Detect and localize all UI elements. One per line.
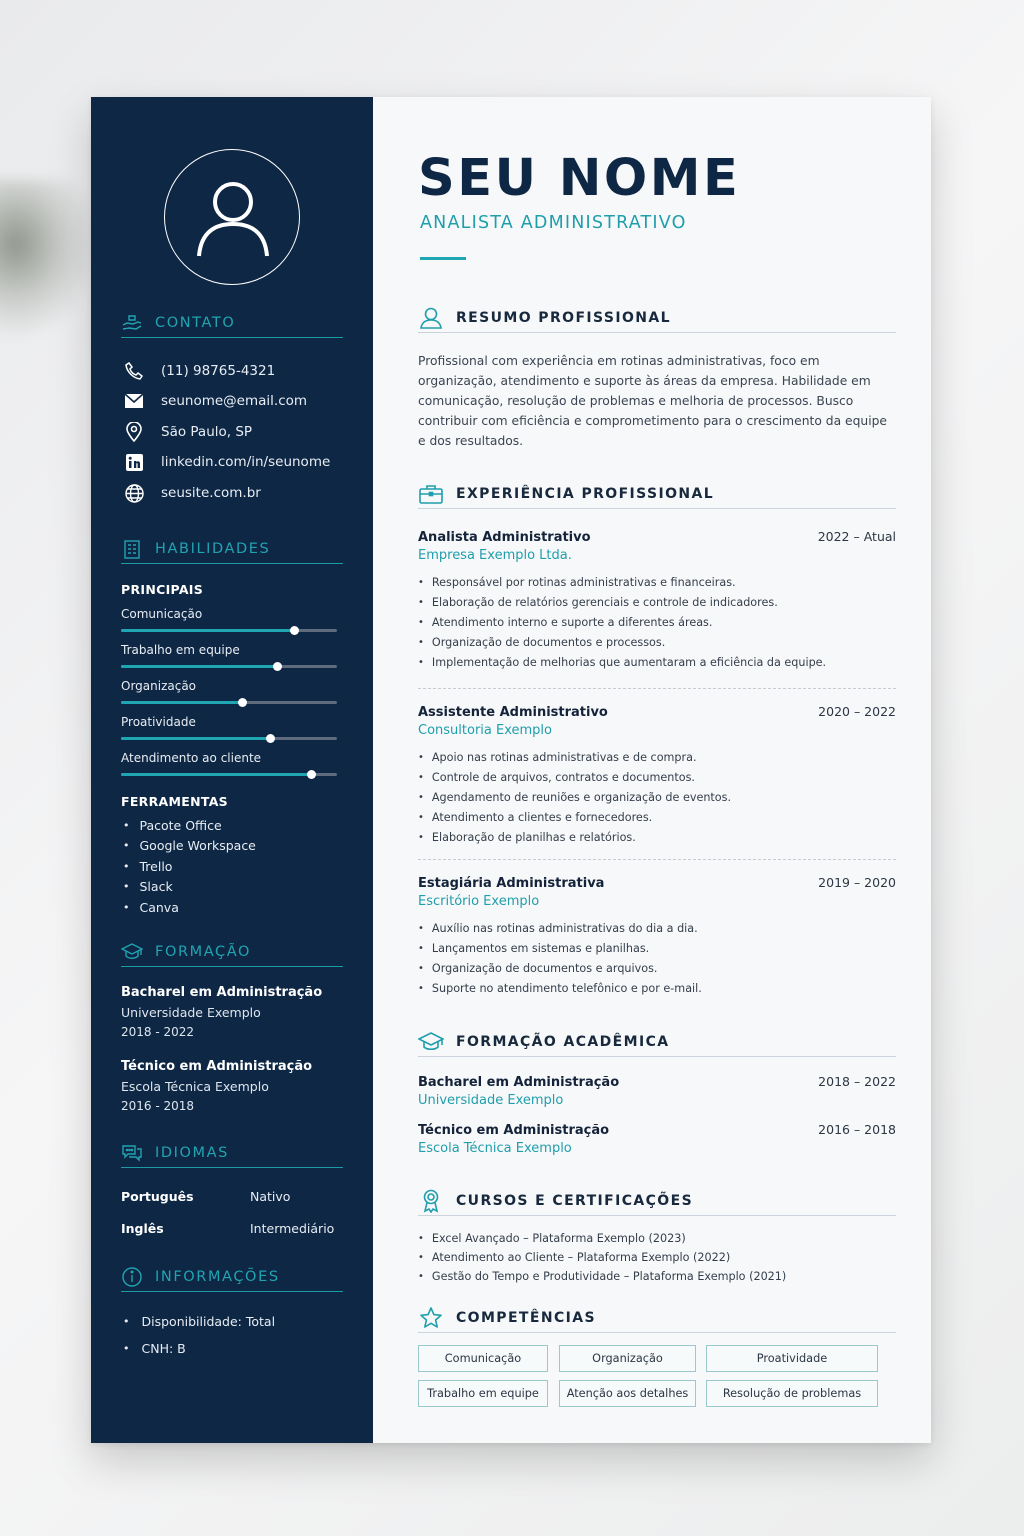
list-item: • Atendimento a clientes e fornecedores. bbox=[418, 807, 896, 827]
job-company: Consultoria Exemplo bbox=[418, 723, 552, 738]
contact-phone bbox=[123, 360, 275, 382]
list-item: • Controle de arquivos, contratos e documentos. bbox=[418, 768, 896, 788]
academic-section-header bbox=[418, 1027, 896, 1057]
contact-location bbox=[123, 421, 252, 443]
job-company: Escritório Exemplo bbox=[418, 894, 540, 909]
list-item: • Implementação de melhorias que aumentaram a eficiência da equipe. bbox=[418, 652, 896, 672]
skill-fill bbox=[121, 773, 311, 776]
list-item: • Agendamento de reuniões e organização de eventos. bbox=[418, 788, 896, 808]
list-item: • Elaboração de relatórios gerenciais e controle de indicadores. bbox=[418, 593, 896, 613]
skills-principal-title: PRINCIPAIS bbox=[121, 582, 204, 597]
skill-label: Comunicação bbox=[121, 607, 203, 621]
courses-section-header bbox=[418, 1186, 896, 1216]
list-item: • Disponibilidade: Total bbox=[123, 1308, 275, 1335]
languages-section-header bbox=[121, 1138, 343, 1168]
list-item: • Atendimento ao Cliente – Plataforma Exemplo (2022) bbox=[418, 1248, 786, 1267]
academic-years: 2018 – 2022 bbox=[818, 1074, 896, 1089]
competencies-section-header bbox=[418, 1303, 896, 1333]
competency-chip: Comunicação bbox=[418, 1345, 548, 1372]
skill-knob bbox=[307, 770, 316, 779]
skill-bar bbox=[121, 751, 337, 776]
user-icon bbox=[197, 180, 269, 258]
skills-building-icon bbox=[121, 538, 143, 560]
academic-entry bbox=[418, 1122, 896, 1156]
skill-fill bbox=[121, 737, 270, 740]
skill-label: Organização bbox=[121, 679, 197, 693]
list-item: • Canva bbox=[123, 897, 256, 918]
list-item: • Organização de documentos e processos. bbox=[418, 632, 896, 652]
info-section-header bbox=[121, 1262, 343, 1292]
language-name: Português bbox=[121, 1189, 194, 1204]
summary-text: Profissional com experiência em rotinas administrativas, foco em organização, atendimento e suporte às áreas da empresa. Habilidade em comunicação, resolução de problemas e melhoria de processos. Busco contribuir com eficiência e comprometimento para o crescimento da equipe e dos resultados. bbox=[418, 354, 887, 448]
skill-knob bbox=[266, 734, 275, 743]
job-bullets bbox=[418, 573, 896, 672]
contact-website bbox=[123, 482, 261, 504]
list-item: • Organização de documentos e arquivos. bbox=[418, 959, 896, 979]
job-title: Estagiária Administrativa bbox=[418, 876, 605, 891]
academic-years: 2016 – 2018 bbox=[818, 1122, 896, 1137]
language-level: Intermediário bbox=[250, 1221, 335, 1236]
skill-knob bbox=[238, 698, 247, 707]
skill-fill bbox=[121, 701, 242, 704]
contact-linkedin-text: linkedin.com/in/seunome bbox=[161, 454, 331, 470]
education-years: 2018 - 2022 bbox=[121, 1025, 195, 1039]
competency-chip: Atenção aos detalhes bbox=[559, 1380, 696, 1407]
skill-knob bbox=[290, 626, 299, 635]
skill-bar bbox=[121, 715, 337, 740]
contact-phone-text: (11) 98765-4321 bbox=[161, 363, 276, 379]
job-dates: 2020 – 2022 bbox=[818, 704, 896, 719]
avatar bbox=[164, 149, 300, 285]
language-row bbox=[121, 1189, 351, 1204]
main-content bbox=[373, 97, 931, 1443]
academic-school: Escola Técnica Exemplo bbox=[418, 1141, 572, 1156]
divider bbox=[418, 688, 896, 689]
list-item: • Google Workspace bbox=[123, 836, 256, 857]
education-item bbox=[121, 985, 322, 1039]
experience-title: EXPERIÊNCIA PROFISSIONAL bbox=[456, 485, 715, 502]
academic-degree: Bacharel em Administração bbox=[418, 1075, 620, 1090]
competency-chip: Proatividade bbox=[706, 1345, 878, 1372]
education-degree: Bacharel em Administração bbox=[121, 985, 323, 1000]
education-item bbox=[121, 1059, 312, 1113]
contact-section-header bbox=[121, 308, 343, 338]
languages-title: IDIOMAS bbox=[155, 1144, 229, 1161]
contact-linkedin bbox=[123, 451, 330, 473]
list-item: • Apoio nas rotinas administrativas e de compra. bbox=[418, 748, 896, 768]
tools-title: FERRAMENTAS bbox=[121, 794, 228, 809]
skill-track bbox=[121, 629, 337, 632]
linkedin-icon bbox=[123, 451, 145, 473]
competency-chip: Resolução de problemas bbox=[706, 1380, 878, 1407]
job-entry bbox=[418, 704, 896, 847]
job-bullets bbox=[418, 748, 896, 847]
phone-icon bbox=[123, 360, 145, 382]
summary-section-header bbox=[418, 303, 896, 333]
competency-chip: Trabalho em equipe bbox=[418, 1380, 548, 1407]
star-icon bbox=[418, 1306, 444, 1330]
globe-icon bbox=[123, 482, 145, 504]
briefcase-icon bbox=[418, 482, 444, 506]
competencies-title: COMPETÊNCIAS bbox=[456, 1309, 596, 1326]
sidebar bbox=[91, 97, 373, 1443]
list-item: • Lançamentos em sistemas e planilhas. bbox=[418, 939, 896, 959]
divider bbox=[418, 859, 896, 860]
experience-section-header bbox=[418, 479, 896, 509]
person-icon bbox=[418, 306, 444, 330]
language-row bbox=[121, 1221, 351, 1236]
chat-bubbles-icon bbox=[121, 1142, 143, 1164]
job-role: ANALISTA ADMINISTRATIVO bbox=[420, 213, 687, 233]
skill-track bbox=[121, 701, 337, 704]
academic-school: Universidade Exemplo bbox=[418, 1093, 564, 1108]
job-company: Empresa Exemplo Ltda. bbox=[418, 548, 572, 563]
list-item: • Pacote Office bbox=[123, 815, 256, 836]
skills-title: HABILIDADES bbox=[155, 540, 271, 557]
skill-knob bbox=[273, 662, 282, 671]
contact-email bbox=[123, 390, 307, 412]
award-ribbon-icon bbox=[418, 1189, 444, 1213]
skill-fill bbox=[121, 665, 277, 668]
list-item: • Auxílio nas rotinas administrativas do dia a dia. bbox=[418, 919, 896, 939]
list-item: • Atendimento interno e suporte a diferentes áreas. bbox=[418, 613, 896, 633]
job-entry bbox=[418, 875, 896, 998]
skill-label: Trabalho em equipe bbox=[121, 643, 240, 657]
background-leaf-shadow bbox=[0, 180, 100, 340]
skill-bar bbox=[121, 679, 337, 704]
academic-degree: Técnico em Administração bbox=[418, 1123, 610, 1138]
contact-hand-icon bbox=[121, 312, 143, 334]
skill-bar bbox=[121, 643, 337, 668]
list-item: • Slack bbox=[123, 877, 256, 898]
list-item: • CNH: B bbox=[123, 1335, 275, 1362]
resume-sheet bbox=[91, 97, 931, 1443]
list-item: • Gestão do Tempo e Produtividade – Plataforma Exemplo (2021) bbox=[418, 1267, 786, 1286]
job-dates: 2019 – 2020 bbox=[818, 875, 896, 890]
skill-track bbox=[121, 665, 337, 668]
courses-list bbox=[418, 1229, 786, 1286]
academic-entry bbox=[418, 1074, 896, 1108]
skill-track bbox=[121, 737, 337, 740]
list-item: • Trello bbox=[123, 856, 256, 877]
education-school: Universidade Exemplo bbox=[121, 1005, 261, 1020]
job-entry bbox=[418, 529, 896, 672]
job-title: Assistente Administrativo bbox=[418, 705, 608, 720]
list-item: • Excel Avançado – Plataforma Exemplo (2023) bbox=[418, 1229, 786, 1248]
skills-section-header bbox=[121, 534, 343, 564]
mail-icon bbox=[123, 390, 145, 412]
job-bullets bbox=[418, 919, 896, 998]
courses-title: CURSOS E CERTIFICAÇÕES bbox=[456, 1192, 694, 1209]
education-title: FORMAÇÃO bbox=[155, 943, 252, 960]
education-section-header bbox=[121, 937, 343, 967]
list-item: • Responsável por rotinas administrativas e financeiras. bbox=[418, 573, 896, 593]
contact-email-text: seunome@email.com bbox=[161, 393, 308, 409]
job-dates: 2022 – Atual bbox=[817, 529, 896, 544]
list-item: • Elaboração de planilhas e relatórios. bbox=[418, 827, 896, 847]
language-name: Inglês bbox=[121, 1221, 164, 1236]
accent-divider bbox=[420, 257, 466, 260]
education-degree: Técnico em Administração bbox=[121, 1059, 313, 1074]
education-school: Escola Técnica Exemplo bbox=[121, 1079, 269, 1094]
job-title: Analista Administrativo bbox=[418, 530, 591, 545]
location-pin-icon bbox=[123, 421, 145, 443]
skill-fill bbox=[121, 629, 294, 632]
tools-list bbox=[123, 815, 256, 918]
skill-label: Atendimento ao cliente bbox=[121, 751, 262, 765]
academic-title: FORMAÇÃO ACADÊMICA bbox=[456, 1033, 670, 1050]
summary-title: RESUMO PROFISSIONAL bbox=[456, 309, 671, 326]
education-years: 2016 - 2018 bbox=[121, 1099, 195, 1113]
contact-title: CONTATO bbox=[155, 314, 236, 331]
language-level: Nativo bbox=[250, 1189, 291, 1204]
info-list bbox=[123, 1308, 275, 1362]
info-title: INFORMAÇÕES bbox=[155, 1268, 280, 1285]
list-item: • Suporte no atendimento telefônico e por e-mail. bbox=[418, 978, 896, 998]
contact-location-text: São Paulo, SP bbox=[161, 424, 253, 440]
graduation-cap-icon bbox=[418, 1030, 444, 1054]
person-name: SEU NOME bbox=[418, 149, 741, 208]
info-icon bbox=[121, 1266, 143, 1288]
graduation-cap-icon bbox=[121, 941, 143, 963]
skill-bar bbox=[121, 607, 337, 632]
competency-chip: Organização bbox=[559, 1345, 696, 1372]
skill-label: Proatividade bbox=[121, 715, 196, 729]
contact-website-text: seusite.com.br bbox=[161, 485, 261, 501]
skill-track bbox=[121, 773, 337, 776]
